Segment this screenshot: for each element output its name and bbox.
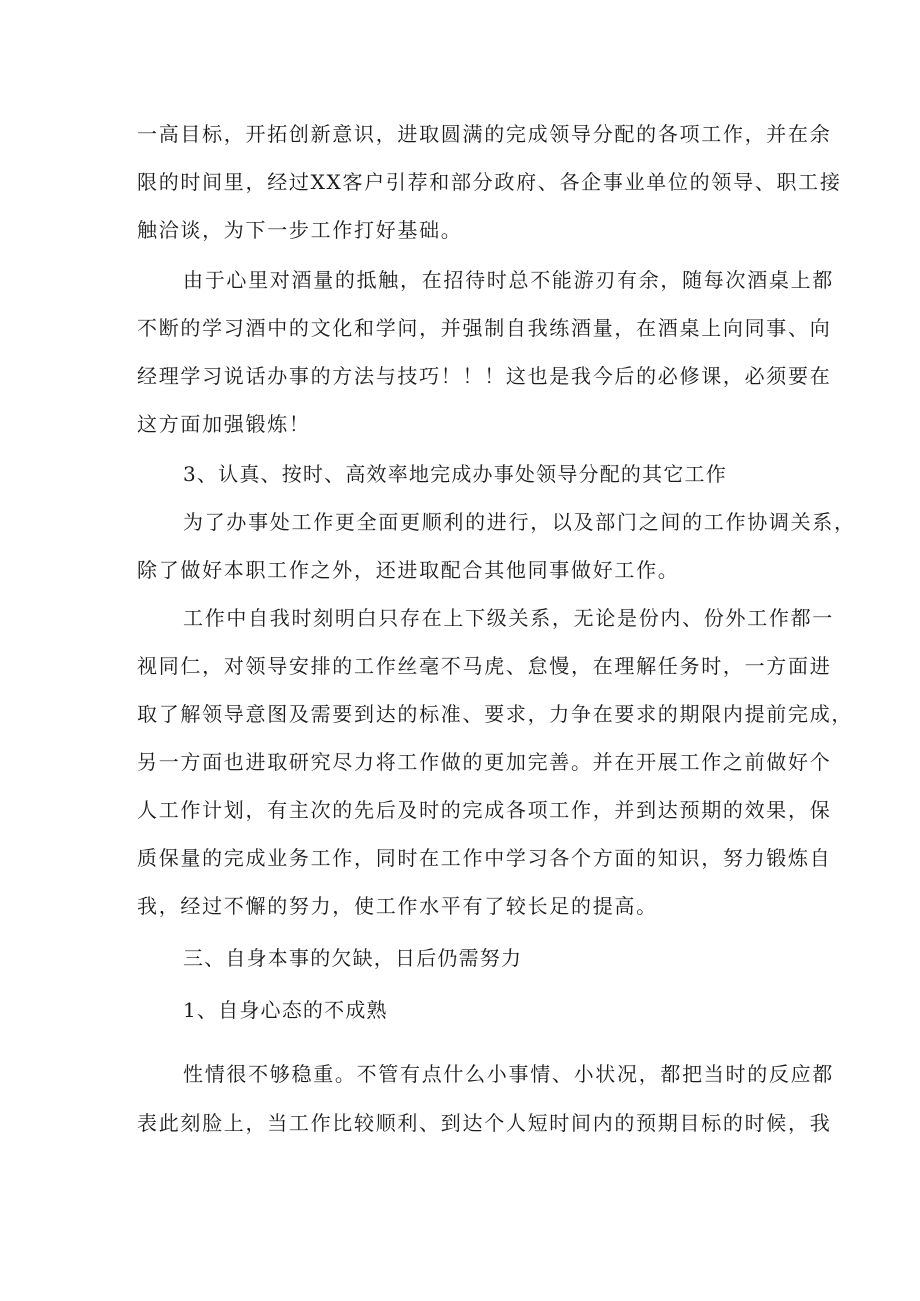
paragraph-1-line-2: 限的时间里，经过XX客户引荐和部分政府、各企事业单位的领导、职工接 xyxy=(137,170,842,194)
paragraph-4-line-3: 取了解领导意图及需要到达的标准、要求，力争在要求的期限内提前完成， xyxy=(137,702,854,726)
paragraph-4-line-1: 工作中自我时刻明白只存在上下级关系，无论是份内、份外工作都一 xyxy=(183,606,834,630)
section-heading-3: 3、认真、按时、高效率地完成办事处领导分配的其它工作 xyxy=(183,462,727,486)
paragraph-4-line-6: 质保量的完成业务工作，同时在工作中学习各个方面的知识，努力锻炼自 xyxy=(137,846,832,870)
paragraph-5-line-2: 表此刻脸上，当工作比较顺利、到达个人短时间内的预期目标的时候，我 xyxy=(137,1111,832,1135)
paragraph-4-line-4: 另一方面也进取研究尽力将工作做的更加完善。并在开展工作之前做好个 xyxy=(137,750,832,774)
subsection-heading-1: 1、自身心态的不成熟 xyxy=(183,998,388,1022)
paragraph-2-line-2: 不断的学习酒中的文化和学问，并强制自我练酒量，在酒桌上向同事、向 xyxy=(137,316,832,340)
paragraph-1-line-3: 触洽谈，为下一步工作打好基础。 xyxy=(137,218,463,242)
paragraph-3-line-2: 除了做好本职工作之外，还进取配合其他同事做好工作。 xyxy=(137,558,680,582)
paragraph-2-line-1: 由于心里对酒量的抵触，在招待时总不能游刃有余，随每次酒桌上都 xyxy=(183,268,834,292)
paragraph-2-line-4: 这方面加强锻炼！ xyxy=(137,412,311,436)
paragraph-4-line-2: 视同仁，对领导安排的工作丝毫不马虎、怠慢，在理解任务时，一方面进 xyxy=(137,654,832,678)
paragraph-4-line-7: 我，经过不懈的努力，使工作水平有了较长足的提高。 xyxy=(137,894,658,918)
paragraph-1-line-1: 一高目标，开拓创新意识，进取圆满的完成领导分配的各项工作，并在余 xyxy=(137,122,832,146)
paragraph-3-line-1: 为了办事处工作更全面更顺利的进行，以及部门之间的工作协调关系， xyxy=(183,510,856,534)
section-heading-three: 三、自身本事的欠缺，日后仍需努力 xyxy=(183,946,523,970)
paragraph-4-line-5: 人工作计划，有主次的先后及时的完成各项工作，并到达预期的效果，保 xyxy=(137,798,832,822)
paragraph-5-line-1: 性情很不够稳重。不管有点什么小事情、小状况，都把当时的反应都 xyxy=(183,1062,834,1086)
paragraph-2-line-3: 经理学习说话办事的方法与技巧！！！这也是我今后的必修课，必须要在 xyxy=(137,364,832,388)
